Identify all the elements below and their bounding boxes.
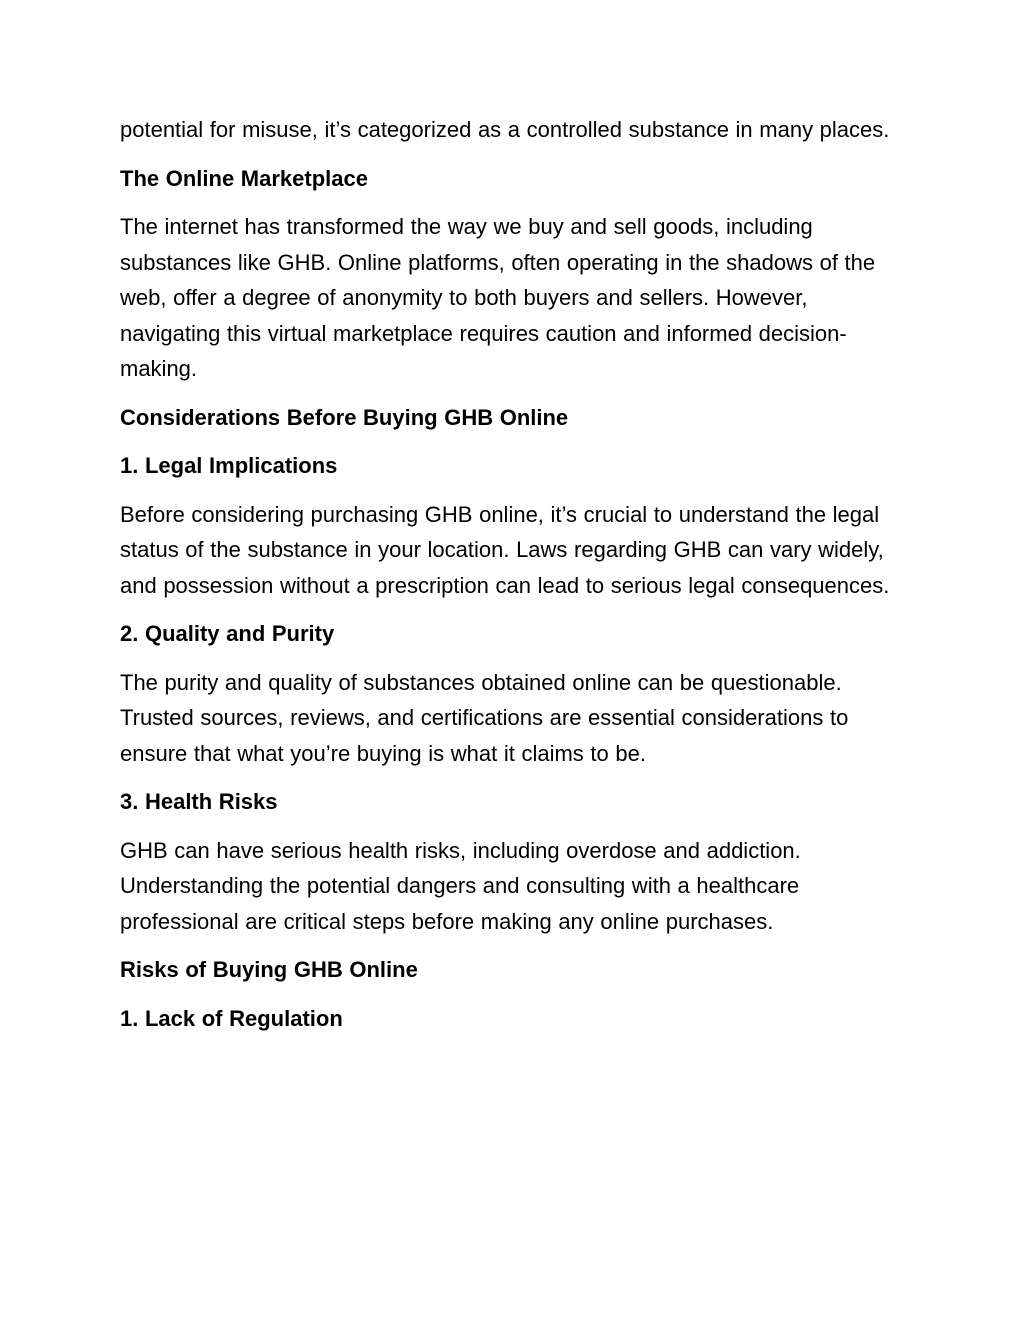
heading-lack-of-regulation: 1. Lack of Regulation bbox=[120, 1005, 343, 1031]
heading-health-risks: 3. Health Risks bbox=[120, 789, 278, 814]
paragraph-intro-continuation: potential for misuse, it’s categorized as a controlled substance in many places. bbox=[120, 117, 890, 142]
paragraph-quality-and-purity: The purity and quality of substances obtained online can be questionable. Trusted sources, reviews, and certifications are essential considerations to ensure that what you’re buying is what it claims to be. bbox=[120, 669, 849, 766]
heading-risks-of-buying-ghb-online: Risks of Buying GHB Online bbox=[120, 957, 418, 982]
paragraph-online-marketplace: The internet has transformed the way we buy and sell goods, including substances like GHB. Online platforms, often operating in the shadows of the web, offer a degree of anonymity to both buyers and sellers. However, navigating this virtual marketplace requires caution and informed decision-making. bbox=[120, 214, 876, 381]
paragraph-health-risks: GHB can have serious health risks, including overdose and addiction. Understanding the potential dangers and consulting with a healthcare professional are critical steps before making any online purchases. bbox=[120, 837, 801, 934]
heading-considerations-before-buying: Considerations Before Buying GHB Online bbox=[120, 404, 569, 430]
heading-quality-and-purity: 2. Quality and Purity bbox=[120, 621, 335, 646]
heading-legal-implications: 1. Legal Implications bbox=[120, 453, 338, 478]
paragraph-legal-implications: Before considering purchasing GHB online, it’s crucial to understand the legal status of the substance in your location. Laws regarding GHB can vary widely, and possession without a prescription can lead to serious legal consequences. bbox=[120, 501, 890, 598]
document-content bbox=[120, 112, 904, 1049]
heading-the-online-marketplace: The Online Marketplace bbox=[120, 165, 368, 191]
